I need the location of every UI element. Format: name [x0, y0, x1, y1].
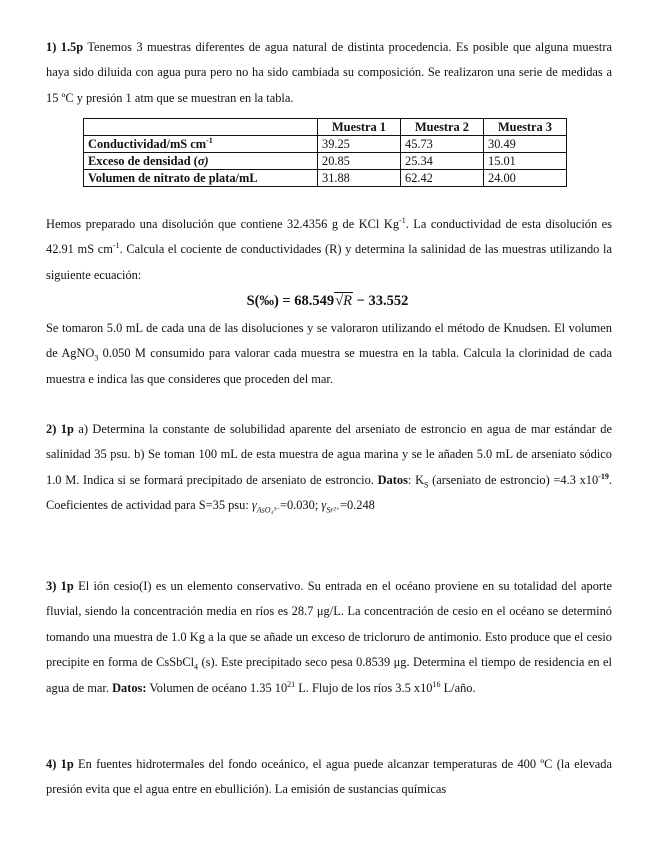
q3-number: 3) 1p	[46, 579, 74, 593]
table-header-cell: Muestra 1	[318, 119, 401, 136]
table-cell: 30.49	[484, 136, 567, 153]
table-corner-cell	[84, 119, 318, 136]
table-cell: 25.34	[401, 153, 484, 170]
table-row-label: Conductividad/mS $cm^{-1}$	[84, 136, 318, 153]
q1-intro	[46, 35, 612, 111]
q1-number: 1) 1.5p	[46, 40, 84, 54]
salinity-equation: S(‰) = 68.549√R − 33.552	[246, 293, 409, 309]
table-row-label: Volumen de nitrato de plata/mL	[84, 170, 318, 187]
q3-paragraph: 3) 1p El ión cesio(I) es un elemento conservativo. Su entrada en el océano proviene en su totalidad del aporte fluvial, siendo la concentración media en ríos es 28.7 μg/L. La concentración de cesio en el océano se determinó tomando una muestra de 1.0 Kg a la que se añade un exceso de tricloruro de antimonio. Esto produce que el cesio precipite en forma de CsSbCl$_4$ (s). Este precipitado seco pesa 0.8539 μg. Determina el tiempo de residencia en el agua de mar. Datos: Volumen de océano 1.35 $10^{21}$ L. Flujo de los ríos 3.5 $x10^{16}$ L/año.	[46, 579, 612, 695]
q2-paragraph: 2) 1p a) Determina la constante de solubilidad aparente del arseniato de estroncio en agua de mar estándar de salinidad 35 psu. b) Se toman 100 mL de esta muestra de agua marina y se le añaden 5.0 mL de arseniato sódico 1.0 M. Indica si se formará precipitado de arseniato de estroncio. Datos: $K_S$ (arseniato de estroncio) =4.3 $x10^{-19}$. Coeficientes de actividad para S=35 psu: $\gamma_{AsO_4^{3-}}=0.030$; $\gamma_{Sr^{2+}}=0.248$	[46, 422, 612, 515]
table-header-cell: Muestra 2	[401, 119, 484, 136]
table-cell: 45.73	[401, 136, 484, 153]
q4-number: 4) 1p	[46, 757, 74, 771]
q4-paragraph: 4) 1p En fuentes hidrotermales del fondo oceánico, el agua puede alcanzar temperaturas de 400 ºC (la elevada presión evita que el agua entre en ebullición). La emisión de sustancias químicas	[46, 757, 612, 797]
table-header-row	[84, 119, 567, 136]
table-cell: 20.85	[318, 153, 401, 170]
q1-intro-text: Tenemos 3 muestras diferentes de agua natural de distinta procedencia. Es posible que alguna muestra haya sido diluida con agua pura pero no ha sido cambiada su composición. Se realizaron una serie de medidas a 15 ºC y presión 1 atm que se muestran en la tabla.	[46, 40, 612, 105]
table-header-cell: Muestra 3	[484, 119, 567, 136]
table-cell: 15.01	[484, 153, 567, 170]
q1-data-table	[83, 118, 567, 187]
table-row	[84, 153, 567, 170]
table-row-label: Exceso de densidad (σ)	[84, 153, 318, 170]
table-cell: 24.00	[484, 170, 567, 187]
table-cell: 39.25	[318, 136, 401, 153]
table-cell: 31.88	[318, 170, 401, 187]
q1-paragraph-2: Hemos preparado una disolución que contiene 32.4356 g de KCl $Kg^{-1}$. La conductividad de esta disolución es 42.91 mS $cm^{-1}$. Calcula el cociente de conductividades (R) y determina la salinidad de las muestras utilizando la siguiente ecuación:	[46, 215, 612, 282]
table-row	[84, 136, 567, 153]
q2-number: 2) 1p	[46, 422, 74, 436]
table-cell: 62.42	[401, 170, 484, 187]
table-row	[84, 170, 567, 187]
q1-paragraph-3: Se tomaron 5.0 mL de cada una de las disoluciones y se valoraron utilizando el método de Knudsen. El volumen de AgNO$_3$ 0.050 M consumido para valorar cada muestra se muestra en la tabla. Calcula la clorinidad de cada muestra e indica las que consideres que proceden del mar.	[46, 321, 612, 386]
